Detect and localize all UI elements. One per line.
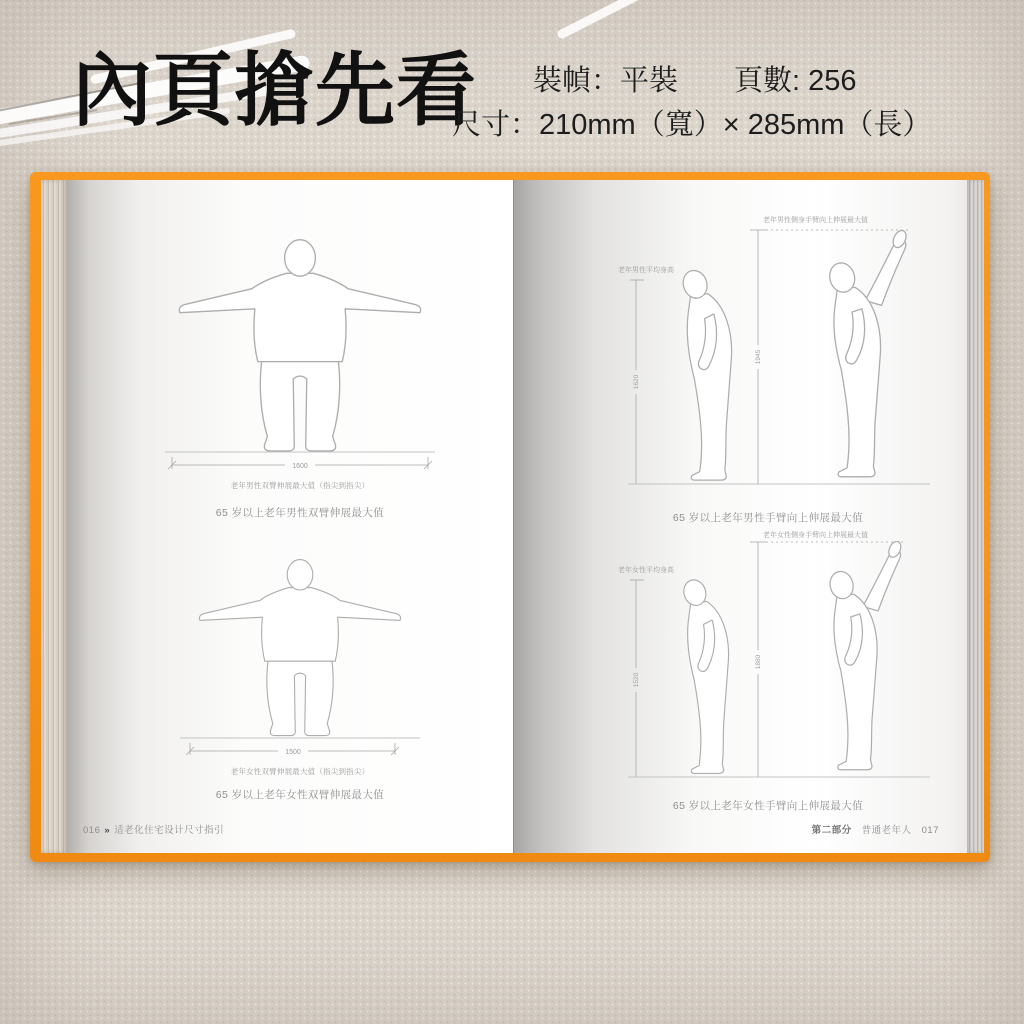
elderly-women-side-diagram (598, 530, 938, 785)
figure-caption: 65 岁以上老年女性双臂伸展最大值 (215, 789, 385, 801)
arm-span-value: 1600 (292, 463, 308, 470)
arm-span-value: 1500 (285, 749, 301, 756)
reach-value: 1880 (755, 654, 762, 670)
book-left-page (67, 180, 513, 853)
elderly-woman-front-diagram (160, 548, 440, 760)
elderly-men-side-diagram (598, 212, 938, 497)
spec-line-size (452, 102, 931, 143)
spec-line-binding-pages (533, 58, 857, 99)
right-page-footer (812, 822, 939, 836)
open-book (30, 172, 990, 862)
figure-block-woman-armspan (160, 548, 440, 802)
footer-marker: » (104, 825, 111, 836)
elderly-man-front-diagram (160, 228, 440, 474)
reach-label: 老年女性侧身手臂向上伸展最大值 (763, 532, 868, 539)
figure-caption: 65 岁以上老年男性手臂向上伸展最大值 (672, 512, 864, 524)
section-label: 第二部分 (811, 825, 852, 836)
chapter-label: 普通老年人 (861, 825, 912, 836)
reach-value: 1945 (755, 349, 762, 365)
page-number: 017 (921, 825, 939, 836)
book-title: 适老化住宅设计尺寸指引 (114, 825, 225, 836)
figure-caption: 65 岁以上老年女性手臂向上伸展最大值 (672, 800, 864, 812)
page-title: 內頁搶先看 (72, 48, 477, 136)
binding-spec: 裝幀：平裝 (533, 65, 679, 97)
figure-block-men-reach (598, 212, 938, 525)
figure-block-women-reach (598, 530, 938, 813)
page-edges-right (967, 180, 984, 853)
arm-span-note: 老年女性双臂伸展最大值（指尖到指尖） (230, 767, 370, 776)
book-right-page (513, 180, 967, 853)
page-number: 016 (83, 825, 101, 836)
page-edges-left (41, 180, 67, 853)
height-value: 1520 (633, 672, 640, 688)
size-spec: 尺寸：210mm（寬）× 285mm（長） (452, 109, 932, 141)
figure-block-man-armspan (160, 228, 440, 520)
height-label: 老年男性平均身高 (618, 267, 674, 274)
height-label: 老年女性平均身高 (618, 567, 674, 574)
height-value: 1620 (633, 374, 640, 390)
left-page-footer (83, 822, 224, 836)
arm-span-note: 老年男性双臂伸展最大值（指尖到指尖） (230, 481, 370, 490)
pages-spec: 頁數: 256 (734, 65, 857, 97)
brush-stroke (556, 0, 660, 40)
figure-caption: 65 岁以上老年男性双臂伸展最大值 (215, 507, 385, 519)
reach-label: 老年男性侧身手臂向上伸展最大值 (763, 217, 868, 224)
